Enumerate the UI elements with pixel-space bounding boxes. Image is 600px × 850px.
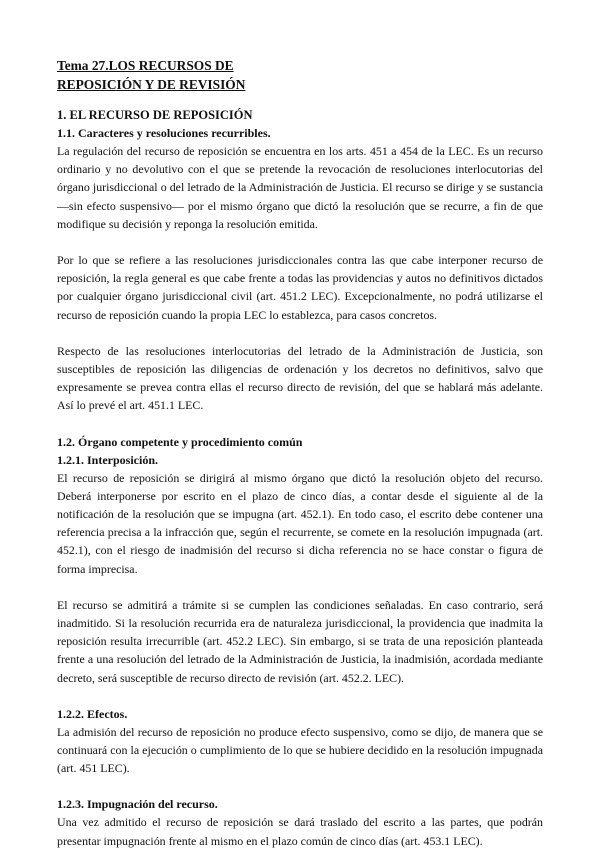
document-body — [57, 106, 543, 850]
section-heading-1-2-1: 1.2.1. Interposición. — [57, 452, 159, 467]
paragraph-1-1-c: Respecto de las resoluciones interlocutorias del letrado de la Administración de Justicia, son susceptibles de reposición las diligencias de ordenación y los decretos no definitivos, salvo que expresamente se prevea contra ellas el recurso directo de revisión, del que se hablará más adelante. Así lo prevé el art. 451.1 LEC. — [57, 343, 543, 413]
section-heading-1-2: 1.2. Órgano competente y procedimiento común — [57, 434, 303, 449]
paragraph-1-2-3: Una vez admitido el recurso de reposición se dará traslado del escrito a las partes, que podrán presentar impugnación frente al mismo en el plazo común de cinco días (art. 453.1 LEC). — [57, 815, 543, 848]
section-heading-1-2-3: 1.2.3. Impugnación del recurso. — [57, 797, 218, 812]
title-line-2: REPOSICIÓN Y DE REVISIÓN — [57, 77, 246, 92]
paragraph-1-1-a: La regulación del recurso de reposición se encuentra en los arts. 451 a 454 de la LEC. Es un recurso ordinario y no devolutivo con el que se pretende la revocación de resoluciones interlocutorias del órgano jurisdiccional o del letrado de la Administración de Justicia. El recurso se dirige y se sustancia —sin efecto suspensivo— por el mismo órgano que dictó la resolución que se recurre, a fin de que modifique su decisión y reponga la resolución emitida. — [57, 144, 543, 231]
section-heading-1-2-2: 1.2.2. Efectos. — [57, 706, 128, 721]
paragraph-1-2-1-a: El recurso de reposición se dirigirá al mismo órgano que dictó la resolución objeto del recurso. Deberá interponerse por escrito en el plazo de cinco días, a contar desde el siguiente al de la notificación de la resolución que se impugna (art. 452.1). En todo caso, el escrito debe contener una referencia precisa a la infracción que, según el recurrente, se comete en la resolución impugnada (art. 452.1), con el riesgo de inadmisión del recurso si dicha referencia no se hace constar o figura de forma imprecisa. — [57, 470, 543, 576]
paragraph-1-2-2: La admisión del recurso de reposición no produce efecto suspensivo, como se dijo, de manera que se continuará con la ejecución o cumplimiento de lo que se hubiere decidido en la resolución impugnada (art. 451 LEC). — [57, 724, 543, 776]
document-title — [57, 56, 317, 94]
section-heading-1-1: 1.1. Caracteres y resoluciones recurribles. — [57, 126, 271, 140]
paragraph-1-1-b: Por lo que se refiere a las resoluciones jurisdiccionales contra las que cabe interponer recurso de reposición, la regla general es que cabe frente a todas las providencias y autos no definitivos dictados por cualquier órgano jurisdiccional civil (art. 451.2 LEC). Excepcionalmente, no podrá utilizarse el recurso de reposición cuando la propia LEC lo establezca, para casos concretos. — [57, 253, 543, 322]
paragraph-1-2-1-b: El recurso se admitirá a trámite si se cumplen las condiciones señaladas. En caso contrario, será inadmitido. Si la resolución recurrida era de naturaleza jurisdiccional, la providencia que inadmita la reposición resulta irrecurrible (art. 452.2 LEC). Sin embargo, si se trata de una reposición planteada frente a una resolución del letrado de la Administración de Justicia, la inadmisión, acordada mediante decreto, será susceptible de recurso directo de revisión (art. 452.2. LEC). — [57, 597, 543, 685]
section-heading-1: 1. EL RECURSO DE REPOSICIÓN — [57, 108, 253, 122]
title-line-1: Tema 27.LOS RECURSOS DE — [57, 58, 234, 73]
